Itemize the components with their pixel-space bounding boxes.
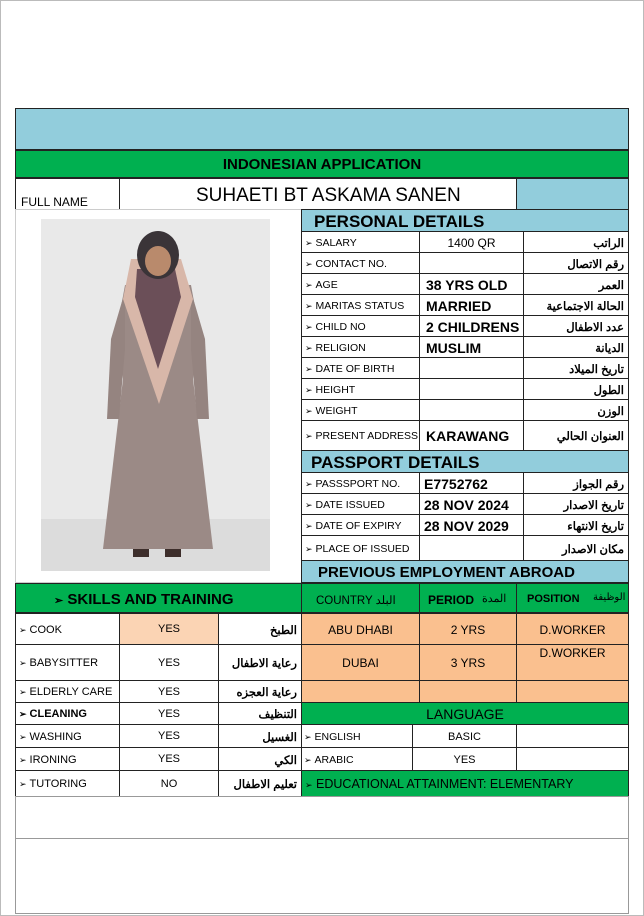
language-english-extra-cell [516,724,629,748]
personal-label-cell [301,378,420,400]
skill-label: ➢ TUTORING [19,778,87,790]
skill-value-cell [119,747,219,771]
skill-arabic-label: رعاية العجزه [236,687,297,699]
skill-arabic-cell [218,724,302,748]
employment-country-1-value: ABU DHABI [328,623,393,637]
employment-header [301,560,629,583]
employment-position-1 [516,613,629,645]
person-figure-icon [41,219,270,571]
employment-blank-period [419,680,517,703]
employment-col-country-label: COUNTRY البلد [316,595,396,607]
skill-value-cell [119,702,219,725]
skill-value: YES [157,707,180,720]
personal-arabic-label: تاريخ الميلاد [569,363,624,376]
personal-label-cell [301,357,420,379]
passport-arabic-cell [523,514,629,536]
employment-col-period [419,583,517,613]
personal-details-heading: PERSONAL DETAILS [314,212,485,231]
passport-label-cell [301,514,420,536]
passport-details-header [301,450,629,473]
skill-arabic-label: تعليم الاطفال [233,779,297,791]
personal-value: 38 YRS OLD [426,276,508,293]
skill-label: ➢ COOK [19,624,62,636]
language-arabic-label-cell [301,747,413,771]
employment-col-country [301,583,420,613]
personal-label-cell [301,273,420,295]
application-title: INDONESIAN APPLICATION [222,156,422,173]
passport-label-cell [301,535,420,561]
blank-row-1 [15,796,629,839]
skill-arabic-label: التنظيف [258,709,297,721]
passport-label: ➢ DATE ISSUED [305,499,385,511]
blank-row-2 [15,838,629,914]
employment-period-1 [419,613,517,645]
passport-arabic-label: تاريخ الاصدار [563,499,624,512]
personal-label-cell [301,231,420,253]
personal-label-cell [301,399,420,421]
employment-position-2 [516,644,629,681]
personal-label: ➢ SALARY [305,237,357,249]
personal-arabic-label: الطول [593,384,624,397]
personal-value: 2 CHILDRENS [426,318,520,335]
personal-details-header [301,209,629,232]
top-banner [15,108,629,150]
skill-label-cell [15,644,120,681]
skill-value-cell [119,644,219,681]
employment-position-2-value: D.WORKER [539,646,606,660]
employment-position-1-value: D.WORKER [539,623,606,637]
passport-label: ➢ PASSSPORT NO. [305,478,400,490]
skill-label-cell [15,702,120,725]
personal-value-cell [419,336,524,358]
personal-value-cell [419,399,524,421]
personal-arabic-cell [523,378,629,400]
skill-label-cell [15,770,120,797]
full-name-right-cell [516,178,629,210]
education-bullet-icon: ➢ [305,780,313,790]
personal-arabic-label: العمر [598,279,624,292]
skill-arabic-cell [218,702,302,725]
personal-value-cell [419,315,524,337]
personal-arabic-label: عدد الاطفال [566,321,624,334]
language-english-value-cell [412,724,517,748]
passport-value: 28 NOV 2024 [424,496,509,513]
full-name: SUHAETI BT ASKAMA SANEN [196,185,461,206]
full-name-label-cell [15,178,120,210]
personal-arabic-cell [523,420,629,451]
employment-period-2-value: 3 YRS [450,656,486,670]
skill-arabic-cell [218,770,302,797]
skills-heading-text: SKILLS AND TRAINING [67,591,234,608]
personal-label-cell [301,252,420,274]
personal-label-cell [301,420,420,451]
passport-value: 28 NOV 2029 [424,517,509,534]
personal-label: ➢ HEIGHT [305,384,355,396]
personal-value-cell [419,294,524,316]
skill-label-cell [15,724,120,748]
full-name-label: FULL NAME [21,195,88,209]
personal-label: ➢ RELIGION [305,342,366,354]
personal-arabic-cell [523,231,629,253]
passport-arabic-cell [523,535,629,561]
employment-col-position-arabic: الوظيفة [593,592,626,603]
skill-value-cell [119,613,219,645]
education-text [305,777,573,791]
passport-arabic-label: رقم الجواز [573,478,624,491]
personal-arabic-cell [523,357,629,379]
personal-arabic-cell [523,252,629,274]
personal-value-cell [419,252,524,274]
personal-value: KARAWANG [426,428,510,444]
personal-arabic-label: رقم الاتصال [567,258,624,271]
employment-col-period-arabic: المدة [482,593,507,605]
skill-arabic-label: الطبخ [269,624,297,637]
skills-heading [54,591,234,608]
personal-arabic-label: الحالة الاجتماعية [546,300,624,313]
applicant-photo [41,219,270,571]
language-english-value: BASIC [447,731,481,743]
employment-col-period-label: PERIOD [428,593,475,607]
skill-label: ➢ WASHING [19,731,82,743]
application-title-bar [15,150,629,178]
skill-value-cell [119,680,219,703]
personal-arabic-label: الراتب [593,237,624,250]
skill-arabic-cell [218,680,302,703]
skill-label: ➢ CLEANING [19,708,87,720]
employment-blank-country [301,680,420,703]
language-heading: LANGUAGE [426,706,504,722]
skill-arabic-label: رعاية الاطفال [231,658,297,670]
passport-arabic-cell [523,493,629,515]
passport-value-cell [419,514,524,536]
personal-value-cell [419,273,524,295]
personal-label: ➢ CONTACT NO. [305,258,387,270]
personal-arabic-cell [523,336,629,358]
education-attainment: EDUCATIONAL ATTAINMENT: ELEMENTARY [316,777,574,791]
passport-arabic-cell [523,472,629,494]
skill-value: YES [157,685,180,698]
skill-label: ➢ BABYSITTER [19,657,98,669]
skill-label-cell [15,613,120,645]
personal-label-cell [301,315,420,337]
language-arabic-value-cell [412,747,517,771]
personal-value: MARRIED [426,297,492,314]
passport-label-cell [301,493,420,515]
personal-label: ➢ MARITAS STATUS [305,300,404,312]
employment-country-2-value: DUBAI [342,656,379,670]
passport-details-heading: PASSPORT DETAILS [311,453,480,472]
skill-value: NO [160,777,178,790]
personal-arabic-cell [523,399,629,421]
personal-label: ➢ WEIGHT [305,405,358,417]
personal-arabic-label: الوزن [597,405,624,418]
passport-arabic-label: مكان الاصدار [562,543,624,556]
personal-label-cell [301,336,420,358]
personal-label: ➢ PRESENT ADDRESS [305,430,418,442]
personal-value-cell [419,420,524,451]
passport-value: E7752762 [424,475,488,492]
skill-arabic-label: الغسيل [262,731,297,744]
employment-col-position [516,583,629,613]
personal-arabic-cell [523,273,629,295]
passport-value-cell [419,535,524,561]
personal-label-cell [301,294,420,316]
skills-header [15,583,302,613]
passport-label: ➢ DATE OF EXPIRY [305,520,402,532]
skill-arabic-cell [218,644,302,681]
employment-period-2 [419,644,517,681]
skills-bullet-icon: ➢ [54,595,64,607]
language-arabic-value: YES [453,754,476,766]
personal-label: ➢ DATE OF BIRTH [305,363,395,375]
skill-arabic-cell [218,613,302,645]
personal-arabic-label: الديانة [595,342,624,355]
passport-value-cell [419,472,524,494]
employment-col-position-label: POSITION [527,593,580,605]
passport-arabic-label: تاريخ الانتهاء [567,520,624,533]
personal-arabic-cell [523,294,629,316]
employment-country-2 [301,644,420,681]
employment-period-1-value: 2 YRS [450,623,486,637]
personal-value-cell [419,357,524,379]
education-bar [301,770,629,797]
language-english-label-cell [301,724,413,748]
personal-value: 1400 QR [447,236,496,250]
skill-value-cell [119,770,219,797]
language-arabic-label: ➢ ARABIC [304,754,354,766]
full-name-cell [119,178,517,210]
employment-heading: PREVIOUS EMPLOYMENT ABROAD [318,564,575,581]
personal-value: MUSLIM [426,339,482,356]
skill-value-cell [119,724,219,748]
skill-value: YES [157,753,180,765]
personal-arabic-label: العنوان الحالي [556,431,624,443]
personal-label: ➢ CHILD NO [305,321,366,333]
personal-label: ➢ AGE [305,279,338,291]
skill-arabic-cell [218,747,302,771]
skill-label: ➢ IRONING [19,754,77,766]
personal-value-cell [419,231,524,253]
language-arabic-extra-cell [516,747,629,771]
skill-arabic-label: الكي [274,754,297,767]
employment-blank-position [516,680,629,703]
skill-label-cell [15,680,120,703]
passport-label: ➢ PLACE OF ISSUED [305,543,410,555]
skill-value: YES [157,730,180,742]
skill-value: YES [157,623,180,635]
passport-value-cell [419,493,524,515]
personal-arabic-cell [523,315,629,337]
skill-label: ➢ ELDERLY CARE [19,686,112,698]
personal-value-cell [419,378,524,400]
skill-label-cell [15,747,120,771]
language-header [301,702,629,725]
skill-value: YES [157,656,180,669]
passport-label-cell [301,472,420,494]
employment-country-1 [301,613,420,645]
language-english-label: ➢ ENGLISH [304,731,361,743]
